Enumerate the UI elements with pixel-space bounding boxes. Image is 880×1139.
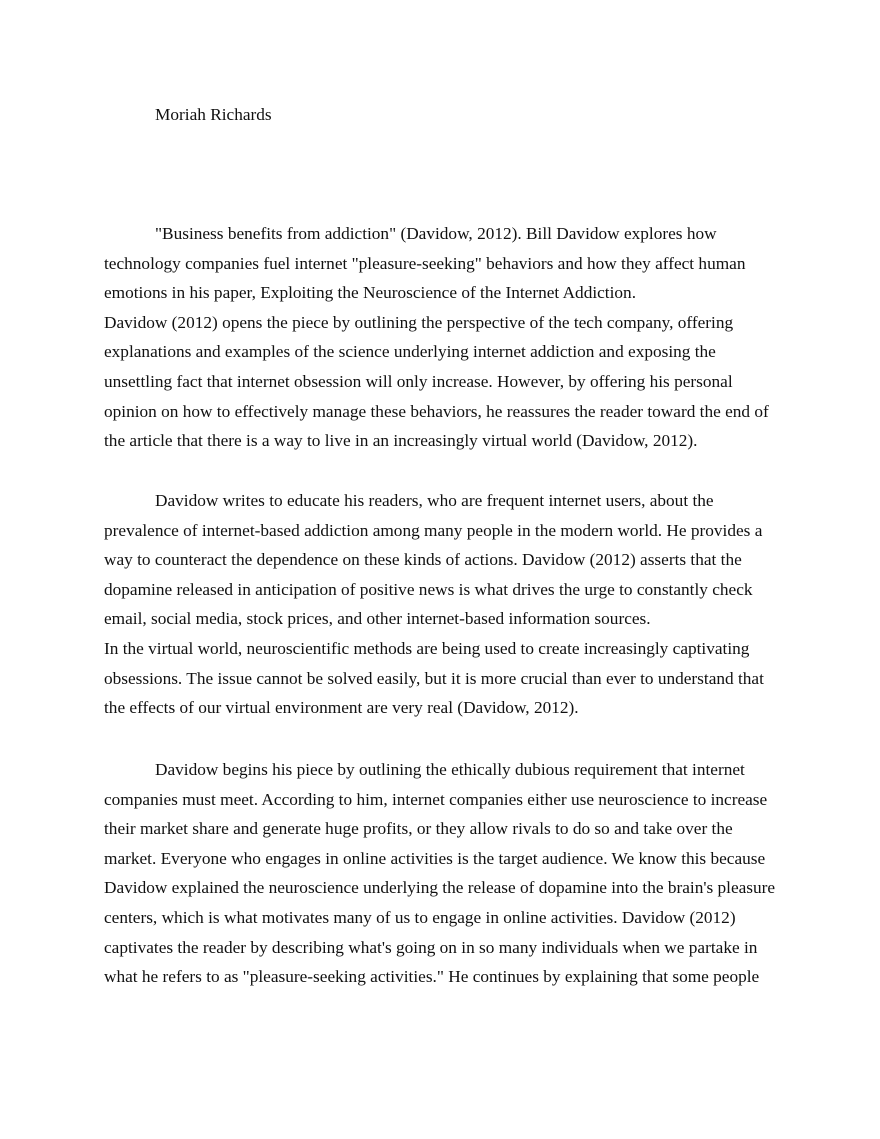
paragraph-1 [104, 219, 804, 456]
paragraph-3 [104, 755, 804, 992]
author-name: Moriah Richards [155, 105, 272, 124]
paragraph-line: unsettling fact that internet obsession will only increase. However, by offering his personal [104, 371, 733, 391]
paragraph-line: what he refers to as "pleasure-seeking activities." He continues by explaining that some people [104, 967, 760, 987]
paragraph-line: opinion on how to effectively manage these behaviors, he reassures the reader toward the end of [104, 401, 769, 421]
paragraph-line: market. Everyone who engages in online activities is the target audience. We know this because [104, 848, 766, 868]
paragraph-line: In the virtual world, neuroscientific methods are being used to create increasingly captivating [104, 638, 750, 658]
paragraph-line: prevalence of internet-based addiction among many people in the modern world. He provides a [104, 520, 763, 540]
paragraph-line: the article that there is a way to live in an increasingly virtual world (Davidow, 2012). [104, 431, 698, 451]
paragraph-line: Davidow (2012) opens the piece by outlining the perspective of the tech company, offering [104, 312, 734, 332]
paragraph-line: their market share and generate huge profits, or they allow rivals to do so and take over the [104, 819, 733, 839]
paragraph-line: way to counteract the dependence on these kinds of actions. Davidow (2012) asserts that the [104, 550, 742, 570]
paragraph-line: technology companies fuel internet "pleasure-seeking" behaviors and how they affect human [104, 253, 746, 273]
paragraph-line: emotions in his paper, Exploiting the Neuroscience of the Internet Addiction. [104, 283, 637, 303]
paragraph-line: Davidow explained the neuroscience underlying the release of dopamine into the brain's pleasure [104, 878, 776, 898]
paragraph-line: companies must meet. According to him, internet companies either use neuroscience to increase [104, 789, 768, 809]
paragraph-line: email, social media, stock prices, and other internet-based information sources. [104, 609, 651, 629]
paragraph-line: centers, which is what motivates many of us to engage in online activities. Davidow (2012) [104, 907, 736, 927]
paragraph-line: obsessions. The issue cannot be solved easily, but it is more crucial than ever to understand that [104, 668, 764, 688]
paragraph-2 [104, 486, 804, 723]
paragraph-line: captivates the reader by describing what's going on in so many individuals when we partake in [104, 937, 758, 957]
paragraph-line: dopamine released in anticipation of positive news is what drives the urge to constantly check [104, 579, 753, 599]
paragraph-line: Davidow begins his piece by outlining the ethically dubious requirement that internet [155, 760, 745, 779]
paragraph-line: Davidow writes to educate his readers, who are frequent internet users, about the [155, 491, 714, 510]
paragraph-line: "Business benefits from addiction" (Davidow, 2012). Bill Davidow explores how [155, 224, 717, 243]
paragraph-line: explanations and examples of the science underlying internet addiction and exposing the [104, 342, 716, 362]
paragraph-line: the effects of our virtual environment are very real (Davidow, 2012). [104, 698, 579, 718]
